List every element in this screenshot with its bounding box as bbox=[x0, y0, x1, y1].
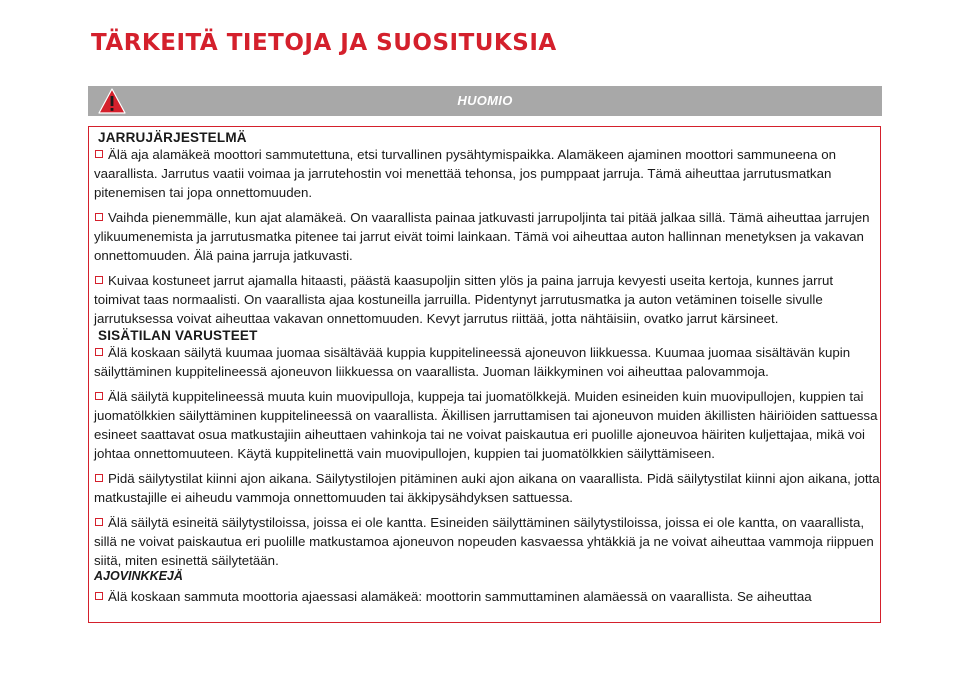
warning-label: HUOMIO bbox=[457, 93, 513, 108]
list-item: Pidä säilytystilat kiinni ajon aikana. Säilytystilojen pitäminen auki ajon aikana on vaarallista. Pidä säilytystilat kiinni ajon aikana, jotta matkustajille ei aiheudu vammoja onnettomuuden tai äkkipysähdyksen sattuessa. bbox=[94, 471, 880, 505]
list-item: Älä koskaan sammuta moottoria ajaessasi alamäkeä: moottorin sammuttaminen alamäessä on vaarallista. Se aiheuttaa bbox=[94, 587, 881, 606]
warning-content bbox=[94, 131, 881, 612]
list-item: Kuivaa kostuneet jarrut ajamalla hitaasti, päästä kaasupoljin sitten ylös ja paina jarruja kevyesti useita kertoja, kunnes jarrut toimivat taas normaalisti. On vaarallista ajaa kostuneilla jarruilla. Pidentynyt jarrutusmatka ja auton vetäminen toiselle sivulle jarrutuksessa voivat aiheuttaa vakavan onnettomuuden. Kevyt jarrutus riittää, jotta nähtäisiin, ovatko jarrut kärsineet. bbox=[94, 273, 834, 326]
bullet-square-icon bbox=[95, 348, 103, 356]
page-title: TÄRKEITÄ TIETOJA JA SUOSITUKSIA bbox=[91, 30, 557, 56]
section-heading-driving-tips: AJOVINKKEJÄ bbox=[94, 569, 183, 583]
bullet-square-icon bbox=[95, 518, 103, 526]
section-heading-brakes: JARRUJÄRJESTELMÄ bbox=[98, 130, 247, 145]
bullet-square-icon bbox=[95, 150, 103, 158]
bullet-square-icon bbox=[95, 474, 103, 482]
list-item: Älä aja alamäkeä moottori sammutettuna, etsi turvallinen pysähtymispaikka. Alamäkeen ajaminen moottori sammuneena on vaarallista. Jarrutus vaatii voimaa ja jarrutehostin voi menettää tehonsa, jos pumppaat jarruja. Tämä aiheuttaa jarrutusmatkan pitenemisen tai jopa onnettomuuden. bbox=[94, 147, 837, 200]
warning-content-box bbox=[88, 126, 881, 623]
bullet-square-icon bbox=[95, 276, 103, 284]
bullet-square-icon bbox=[95, 213, 103, 221]
bullet-square-icon bbox=[95, 592, 103, 600]
warning-banner bbox=[88, 86, 882, 116]
list-item: Älä koskaan säilytä kuumaa juomaa sisältävää kuppia kuppitelineessä ajoneuvon liikkuessa. Kuumaa juomaa sisältävän kupin säilyttäminen kuppitelineessä ajoneuvon liikkuessa on vaarallista. Juoman läikkyminen voi aiheuttaa palovammoja. bbox=[94, 345, 851, 379]
bullet-square-icon bbox=[95, 392, 103, 400]
list-item: Älä säilytä esineitä säilytystiloissa, joissa ei ole kantta. Esineiden säilyttäminen säilytystiloissa, joissa ei ole kantta, on vaarallista, sillä ne voivat paiskautua eri puolille matkustamoa ajoneuvon nopeuden kasvaessa yhtäkkiä ja ne voivat aiheuttaa vammoja riippuen siitä, miten esinettä säilytetään. bbox=[94, 515, 874, 568]
list-item: Älä säilytä kuppitelineessä muuta kuin muovipulloja, kuppeja tai juomatölkkejä. Muiden esineiden kuin muovipullojen, kuppien tai juomatölkkien säilyttäminen kuppitelineessä on vaarallista. Äkillisen jarruttamisen tai ajoneuvon muiden äkillisten häiriöiden sattuessa esineet saattavat osua matkustajiin aiheuttaen vahinkoja tai ne voivat paiskautua eri puolille ajoneuvoa häiriten kuljettajaa, mikä voi johtaa onnettomuuteen. Käytä kuppitelinettä vain muovipullojen, kuppien tai juomatölkkien säilyttämiseen. bbox=[94, 389, 878, 461]
list-item: Vaihda pienemmälle, kun ajat alamäkeä. On vaarallista painaa jatkuvasti jarrupoljinta tai pitää jalkaa sillä. Tämä aiheuttaa jarrujen ylikuumenemista ja jarrutusmatka pitenee tai jarrut eivät toimi lainkaan. Tämä voi aiheuttaa auton hallinnan menetyksen ja vakavan onnettomuuden. Älä paina jarruja jatkuvasti. bbox=[94, 210, 870, 263]
section-heading-interior: SISÄTILAN VARUSTEET bbox=[98, 328, 258, 343]
